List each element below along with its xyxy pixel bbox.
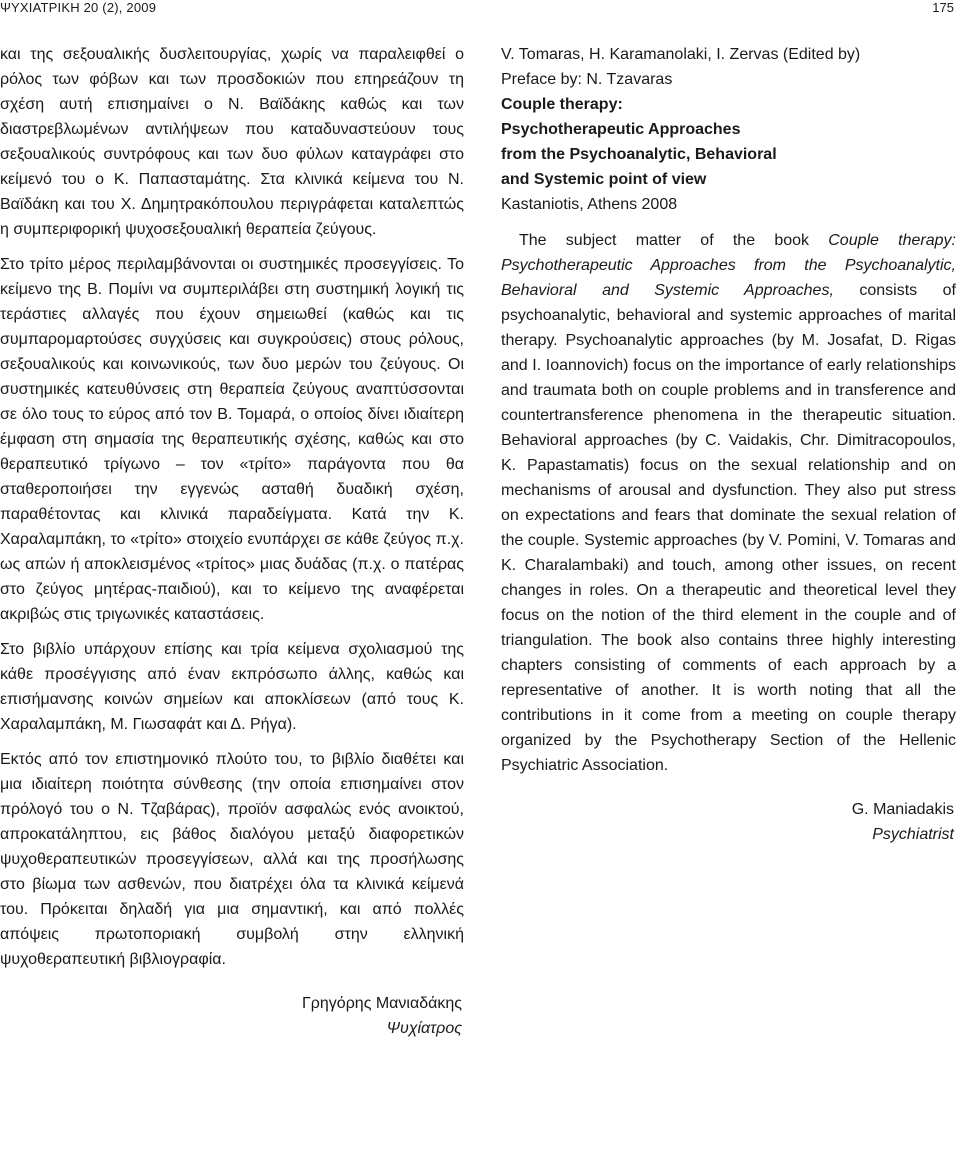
- page-number: 175: [932, 0, 954, 15]
- left-paragraph-3: Στο βιβλίο υπάρχουν επίσης και τρία κείμενα σχολιασμού της κάθε προσέγγισης από έναν εκπρόσωπο άλλης, καθώς και επισήμανσης κοινών σημείων και αποκλίσεων (από τους Κ. Χαραλαμπάκη, Μ. Γιωσαφάτ και Δ. Ρήγα).: [0, 641, 464, 733]
- book-publisher: Kastaniotis, Athens 2008: [501, 196, 678, 213]
- book-title-line-4: and Systemic point of view: [501, 171, 707, 188]
- right-column: [501, 42, 956, 847]
- summary-lead: The subject matter of the book: [519, 232, 829, 249]
- book-title-line-3: from the Psychoanalytic, Behavioral: [501, 146, 777, 163]
- book-preface: Preface by: N. Tzavaras: [501, 71, 673, 88]
- summary-body: consists of psychoanalytic, behavioral and systemic approaches of marital therapy. Psychoanalytic approaches (by M. Josafat, D. Rigas and I. Ioannovich) focus on the importance of early relationships and traumata both on couple problems and in transference and countertransference phenomena in the therapeutic situation. Behavioral approaches (by C. Vaidakis, Chr. Dimitracopoulos, K. Papastamatis) focus on the sexual relationship and on mechanisms of arousal and dysfunction. They also put stress on expectations and fears that dominate the sexual relation of the couple. Systemic approaches (by V. Pomini, V. Tomaras and K. Charalambaki) and touch, among other issues, on recent changes in roles. On a therapeutic and theoretical level they focus on the notion of the third element in the couple and of triangulation. The book also contains three highly interesting chapters consisting of comments of each approach by a representative of another. It is worth noting that all the contributions in it come from a meeting on couple therapy organized by the Psychotherapy Section of the Hellenic Psychiatric Association.: [501, 282, 956, 774]
- reviewer-name-greek: Γρηγόρης Μανιαδάκης: [301, 995, 462, 1012]
- book-reference: [501, 42, 956, 217]
- right-signature: [501, 797, 956, 847]
- reviewer-name-english: G. Maniadakis: [851, 801, 954, 818]
- left-signature: [0, 991, 464, 1041]
- reviewer-role-greek: Ψυχίατρος: [386, 1020, 462, 1037]
- left-column: [0, 42, 464, 1041]
- english-summary: [501, 228, 956, 778]
- reviewer-role-english: Psychiatrist: [872, 826, 954, 843]
- book-authors: V. Tomaras, H. Karamanolaki, I. Zervas (Edited by): [501, 46, 861, 63]
- left-paragraph-1: και της σεξουαλικής δυσλειτουργίας, χωρίς να παραλειφθεί ο ρόλος των φόβων και των προσδοκιών που επηρεάζουν τη σχέση αυτή επισημαίνει ο Ν. Βαϊδάκης καθώς και των διαστρεβλωμένων αντιλήψεων που καταδυναστεύουν τους σεξουαλικούς συντρόφους και των δυο φύλων καταγράφει στο κείμενό του ο Κ. Παπασταμάτης. Στα κλινικά κείμενα του Ν. Βαϊδάκη και του Χ. Δημητρακόπουλου περιγράφεται καταλεπτώς η συμπεριφορική ψυχοσεξουαλική θεραπεία ζεύγους.: [0, 46, 464, 238]
- left-paragraph-4: Εκτός από τον επιστημονικό πλούτο του, το βιβλίο διαθέτει και μια ιδιαίτερη ποιότητα σύνθεσης (την οποία επισημαίνει στον πρόλογό του ο Ν. Τζαβάρας), προϊόν ασφαλώς ενός ανοικτού, απροκατάληπτου, εις βάθος διαλόγου μεταξύ διαφορετικών ψυχοθεραπευτικών προσεγγίσεων, αλλά και της προσήλωσης στο βίωμα των ασθενών, που διατρέχει όλα τα κλινικά κείμενά του. Πρόκειται δηλαδή για μια σημαντική, και από πολλές απόψεις πρωτοποριακή συμβολή στην ελληνική ψυχοθεραπευτική βιβλιογραφία.: [0, 751, 464, 968]
- running-head-journal: ΨΥΧΙΑΤΡΙΚΗ 20 (2), 2009: [0, 0, 157, 15]
- left-paragraph-2: Στο τρίτο μέρος περιλαμβάνονται οι συστημικές προσεγγίσεις. Το κείμενο της Β. Πομίνι να συμπεριλάβει στη συστημική λογική τις τεράστιες αλλαγές που έχουν σημειωθεί (καθώς και τις συμπαρομαρτούσες συγχύσεις και συγκρούσεις) στους ρόλους, σεξουαλικούς και κοινωνικούς, των δυο μερών του ζεύγους. Οι συστημικές κατευθύνσεις στη θεραπεία ζεύγους αναπτύσσονται σε όλο τους το εύρος από τον Β. Τομαρά, ο οποίος δίνει ιδιαίτερη έμφαση στη σημασία της θεραπευτικής σχέσης, καθώς και στο θεραπευτικό τρίγωνο – τον «τρίτο» παράγοντα που θα σταθεροποιήσει την εγγενώς ασταθή δυαδική σχέση, παραθέτοντας και κλινικά παραδείγματα. Κατά την Κ. Χαραλαμπάκη, το «τρίτο» στοιχείο ενυπάρχει σε κάθε ζεύγος π.χ. ως απών ή αποκλεισμένος «τρίτος» μιας δυάδας (π.χ. ο πατέρας στο ζεύγος μητέρας-παιδιού), και το κείμενο της αναφέρεται ακριβώς στις τριγωνικές καταστάσεις.: [0, 256, 464, 623]
- book-title-line-1: Couple therapy:: [501, 96, 623, 113]
- summary-book-title: Couple therapy: Psychotherapeutic Approaches from the Psychoanalytic, Behavioral and Systemic Approaches,: [501, 232, 956, 299]
- book-title-line-2: Psychotherapeutic Approaches: [501, 121, 741, 138]
